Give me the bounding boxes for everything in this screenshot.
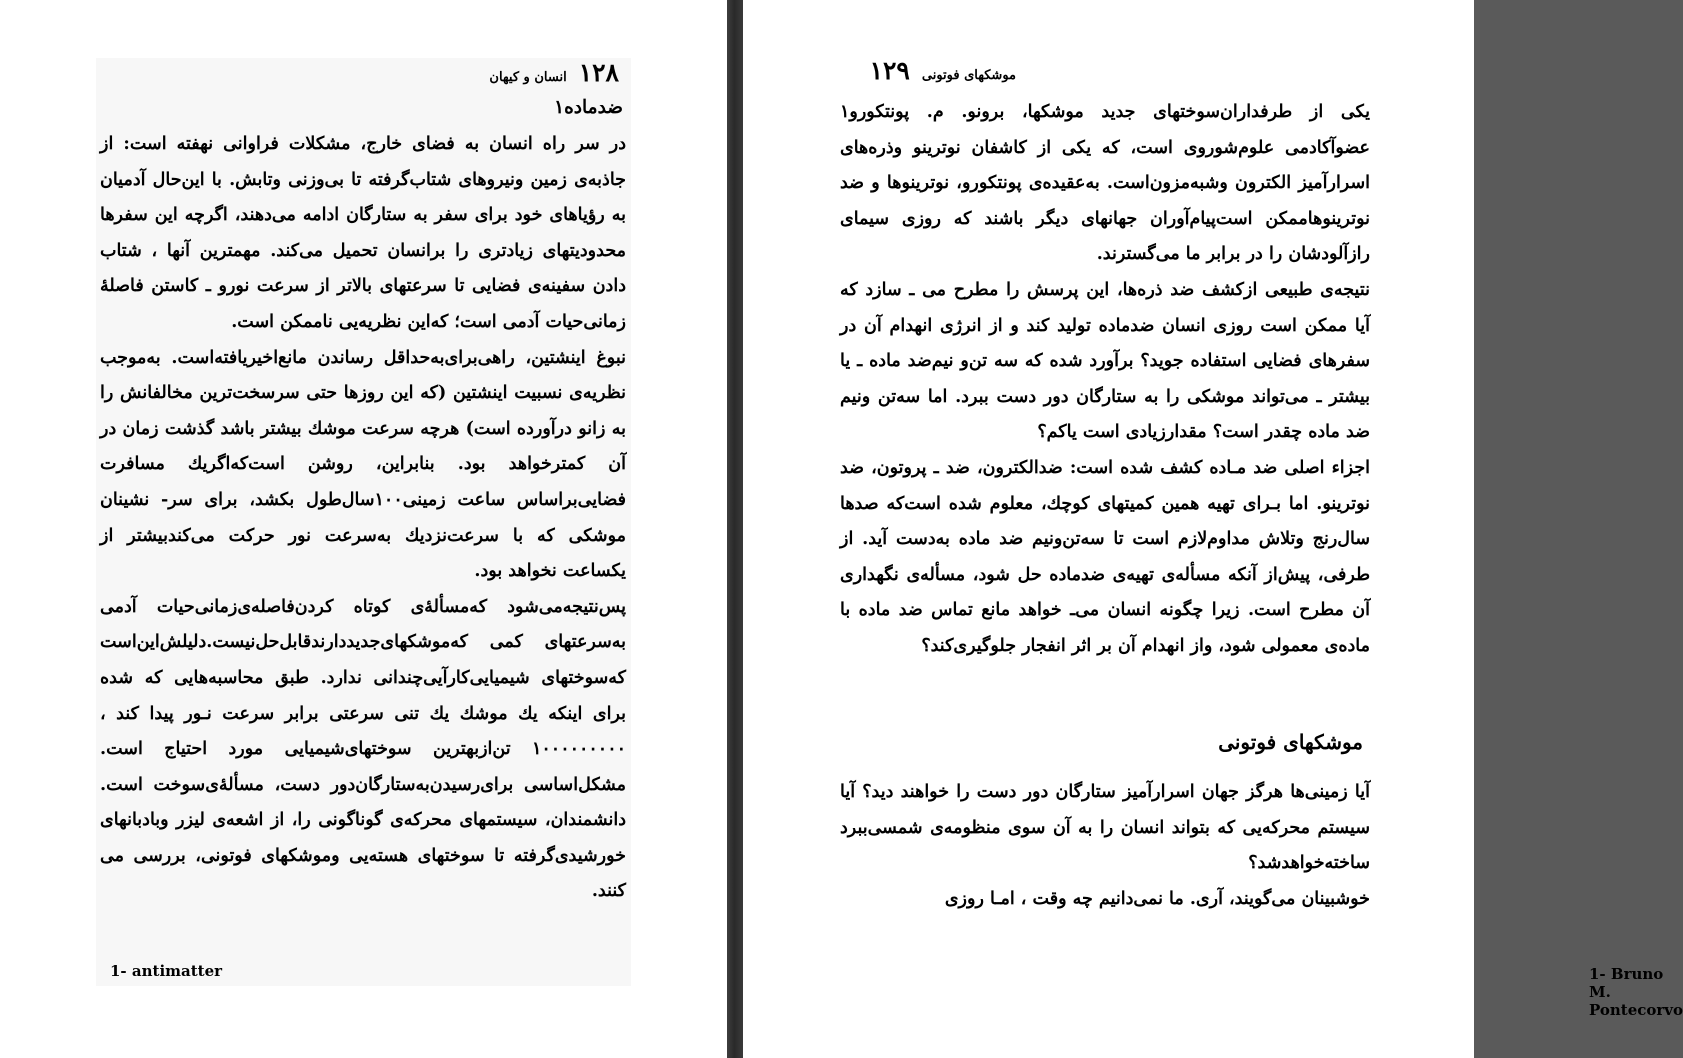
footnote: 1- Bruno M. Pontecorvo — [1589, 965, 1683, 1019]
section-title: موشکهای فوتونی — [1218, 730, 1363, 754]
paragraph: اجزاء اصلی ضد مـاده کشف شده است: ضدالکترون، ضد ـ پروتون، ضد نوترینو. اما بـرای تهیه همین کمیتهای کوچك، معلوم شده است‌که صدها سال‌رنج وتلاش مداوم‌لازم است تا سه‌تن‌ونیم ضد ماده به‌دست آید. از طرفی، پیش‌از آنکه مسأله‌ی تهیه‌ی ضدماده حل شود، مسأله‌ی نگهداری آن مطرح است. زیرا چگونه انسان می‌ـ خواهد مانع تماس ضد ماده با ماده‌ی معمولی شود، واز انهدام آن بر اثر انفجار جلوگیری‌کند؟ — [840, 457, 1370, 656]
running-title: انسان و کیهان — [489, 70, 567, 85]
book-spine — [727, 0, 743, 1058]
left-page — [0, 0, 727, 1058]
paragraph: نتیجه‌ی طبیعی ازکشف ضد ذره‌ها، این پرسش را مطرح می ـ سازد که آیا ممکن است روزی انسان ضدماده تولید کند و از انرژی انهدام آن در سفرهای فضایی استفاده جوید؟ برآورد شده که سه تن‌و نیم‌ضد ماده ـ یا بیشتر ـ می‌تواند موشکی را به ستارگان دور دست ببرد. اما سه‌تن ونیم ضد ماده چقدر است؟ مقدارزیادی است یاکم؟ — [840, 279, 1370, 443]
paragraph: آیا زمینی‌ها هرگز جهان اسرارآمیز ستارگان دور دست را خواهند دید؟ آیا سیستم محرکه‌یی که بتواند انسان را به آن سوی منظومه‌ی شمسی‌ببرد ساخته‌خواهدشد؟ — [840, 782, 1370, 874]
paragraph: نبوغ اینشتین، راهی‌برای‌به‌حداقل رساندن مانع‌اخیریافته‌است. به‌موجب نظریه‌ی نسبیت اینشتین (که این روزها حتی سرسخت‌ترین مخالفانش را به زانو درآورده است) هرچه سرعت موشك بیشتر باشد گذشت زمان در آن کمترخواهد بود. بنابراین، روشن است‌که‌اگریك مسافرت فضایی‌براساس ساعت زمینی۱۰۰سال‌طول بکشد، برای سر- نشینان موشکی که با سرعت‌نزدیك به‌سرعت نور حرکت می‌کندبیشتر از یکساعت نخواهد بود. — [100, 347, 627, 582]
right-page-header — [870, 56, 1016, 85]
right-body-text-continued — [840, 775, 1370, 917]
paragraph: پس‌نتیجه‌می‌شود که‌مسألهٔ‌ی کوتاه کردن‌فاصله‌ی‌زمانی‌حیات آدمی به‌سرعتهای کمی که‌موشکهای‌جدیددارندقابل‌حل‌نیست.دلیلش‌این‌است که‌سوختهای شیمیایی‌کارآیی‌چندانی ندارد. طبق محاسبه‌هایی که شده برای اینکه یك موشك یك تنی سرعتی برابر سرعت نـور پیدا کند ، ۱۰۰۰۰۰۰۰۰۰ تن‌ازبهترین سوختهای‌شیمیایی مورد احتیاج است. مشکل‌اساسی برای‌رسیدن‌به‌ستارگان‌دور دست، مسألهٔ‌ی‌سوخت است. دانشمندان، سیستمهای محرکه‌ی گوناگونی را، از اشعه‌ی لیزر وبادبانهای خورشیدی‌گرفته تا سوختهای هسته‌یی وموشکهای فوتونی، بررسی می کنند. — [100, 596, 626, 902]
paragraph: یکی از طرفداران‌سوختهای جدید موشکها، برونو. م. پونتکورو۱ عضوآکادمی علوم‌شوروی است، که یکی از کاشفان نوترینو وذره‌های اسرارآمیز الکترون وشبه‌مزون‌است. به‌عقیده‌ی پونتکورو، نوترینوها و ضد نوترینوهاممکن است‌پیام‌آوران جهانهای دیگر باشند که روزی سیمای رازآلودشان را در برابر ما می‌گسترند. — [840, 102, 1370, 265]
section-title: ضدماده۱ — [554, 97, 623, 118]
paragraph: خوشبینان می‌گویند، آری. ما نمی‌دانیم چه وقت ، امـا روزی — [944, 888, 1370, 909]
paragraph: در سر راه انسان به فضای خارج، مشکلات فراوانی نهفته است: از جاذبه‌ی زمین ونیروهای شتاب‌گرفته تا بی‌وزنی وتابش. با این‌حال آدمیان به رؤیاهای خود برای سفر به ستارگان ادامه می‌دهند، اگرچه این سفرها محدودیتهای زیادتری را برانسان تحمیل می‌کند. مهمترین آنها ، شتاب دادن سفینه‌ی فضایی تا سرعتهای بالاتر از سرعت نورو ـ کاستن فاصلهٔ زمانی‌حیات آدمی است؛ که‌این نظریه‌یی ناممکن است. — [100, 134, 626, 332]
right-body-text — [840, 95, 1370, 665]
page-number: ۱۲۹ — [869, 56, 910, 85]
left-body-text — [100, 127, 626, 910]
footnote: 1- antimatter — [110, 962, 223, 980]
page-number: ۱۲۸ — [578, 58, 619, 87]
running-title: موشکهای فوتونی — [921, 68, 1016, 83]
left-page-header — [489, 58, 619, 87]
